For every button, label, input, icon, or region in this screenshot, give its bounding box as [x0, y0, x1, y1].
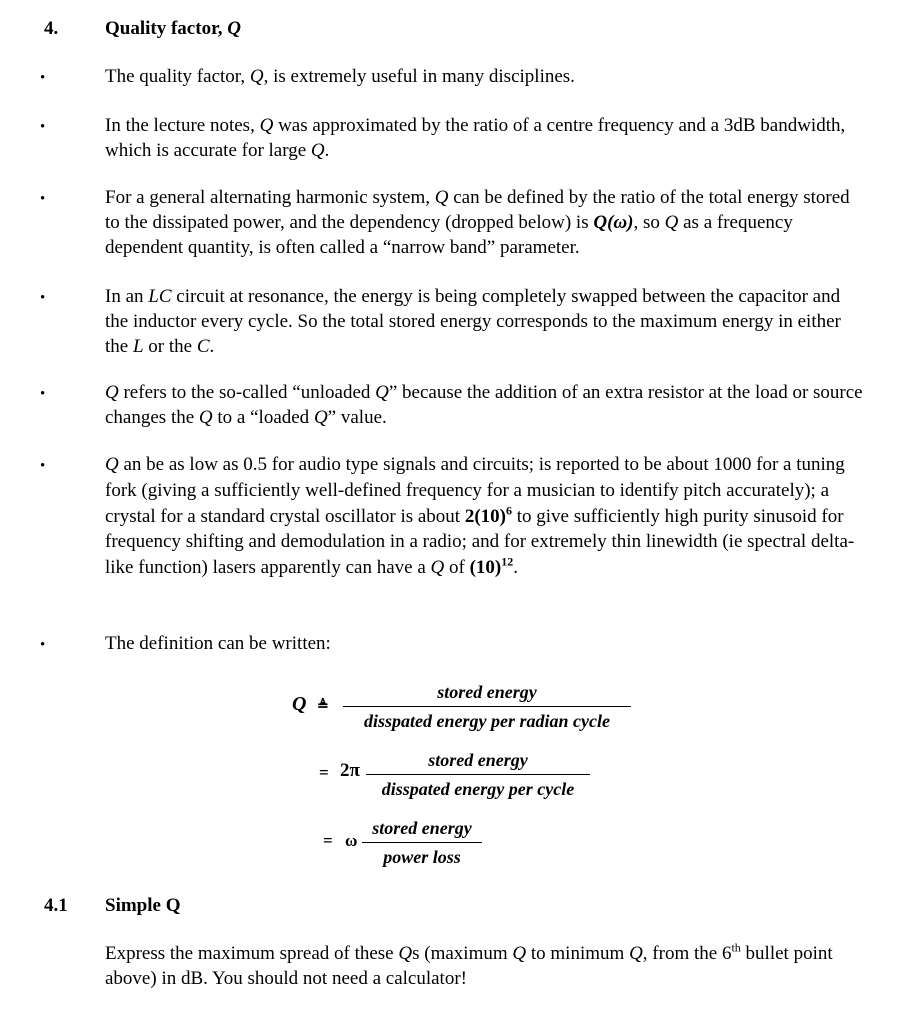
q-var: Q: [398, 943, 413, 964]
crystal-q-value: 2(10): [464, 505, 506, 527]
text-run: ” value.: [327, 407, 387, 428]
text-run: , from the 6: [642, 943, 732, 964]
bullet-marker: •: [40, 119, 46, 135]
fraction-denominator: disspated energy per radian cycle: [364, 711, 610, 731]
text-run: For a general alternating harmonic system,: [105, 187, 435, 208]
equation-fraction-2: [366, 748, 590, 802]
text-run: of: [444, 557, 470, 579]
text-run: , so: [633, 212, 665, 233]
defined-as-symbol: ≜: [317, 699, 329, 714]
bullet-marker: •: [40, 290, 46, 306]
equals-sign: =: [319, 763, 329, 782]
fraction-numerator: stored energy: [343, 680, 631, 707]
text-run: .: [513, 557, 518, 579]
equation-fraction-1: [343, 680, 631, 734]
q-var: Q: [313, 407, 328, 428]
q-var: Q: [198, 407, 213, 428]
bullet-marker: •: [40, 70, 46, 86]
bullet-3-text: [105, 185, 865, 260]
q-var: Q: [259, 115, 274, 136]
text-run: Express the maximum spread of these: [105, 943, 399, 964]
bullet-7-text: The definition can be written:: [105, 633, 331, 654]
equation-fraction-3: [362, 816, 482, 870]
question-text: [105, 941, 865, 991]
q-var: Q: [434, 187, 449, 208]
bullet-marker: •: [40, 386, 46, 402]
text-run: can be defined by the ratio of the total energy stored to the dissipated power, and the dependency (dropped below) is: [105, 187, 850, 233]
text-run: s (maximum: [412, 943, 513, 964]
text-run: refers to the so-called “unloaded: [118, 382, 376, 403]
ordinal-suffix: th: [731, 940, 741, 955]
q-var: Q: [430, 557, 445, 579]
q-var: Q: [375, 382, 389, 403]
section-title-var: Q: [227, 18, 241, 39]
section-title-text: Quality factor,: [105, 18, 228, 39]
laser-q-value: (10): [469, 557, 502, 579]
bullet-1-text: [105, 64, 865, 89]
q-var: Q: [105, 382, 119, 403]
text-run: circuit at resonance, the energy is being completely swapped between the capacitor and the inductor every cycle. So the total stored energy corresponds to the maximum energy in either the: [105, 286, 841, 357]
q-omega: Q(ω): [593, 212, 634, 233]
text-run: was approximated by the ratio of a centre frequency and a 3dB bandwidth, which is accurate for large: [105, 115, 846, 161]
text-run: , is extremely useful in many disciplines.: [263, 66, 575, 87]
l-var: L: [132, 336, 144, 357]
bullet-4-text: [105, 284, 865, 359]
c-var: C: [196, 336, 210, 357]
fraction-numerator: stored energy: [362, 816, 482, 843]
bullet-marker: •: [40, 458, 46, 474]
bullet-marker: •: [40, 191, 46, 207]
text-run: ” because the addition of an extra resistor at the load or source changes the: [105, 382, 863, 428]
text-run: an be as low as 0.5 for audio type signals and circuits; is reported to be about 1000 for a tuning fork (giving a sufficiently well-defined frequency for a musician to identify pitch accurately); a crystal for a standard crystal oscillator is about: [105, 454, 845, 527]
text-run: In the lecture notes,: [105, 115, 260, 136]
crystal-q-exponent: 6: [506, 503, 512, 518]
subsection-title: Simple Q: [105, 895, 181, 916]
equals-sign: =: [323, 831, 333, 850]
laser-q-exponent: 12: [501, 554, 514, 569]
fraction-numerator: stored energy: [366, 748, 590, 775]
section-number: 4.: [44, 18, 59, 39]
text-run: In an: [105, 286, 149, 307]
lc-var: LC: [148, 286, 172, 307]
omega-coefficient: ω: [345, 831, 358, 850]
equation-lhs: Q: [292, 693, 307, 715]
text-run: to minimum: [526, 943, 630, 964]
q-var: Q: [105, 454, 119, 475]
bullet-2-text: [105, 113, 865, 163]
bullet-marker: •: [40, 637, 46, 653]
text-run: The quality factor,: [105, 66, 250, 87]
text-run: to a “loaded: [212, 407, 314, 428]
subsection-number: 4.1: [44, 895, 68, 916]
section-title: [105, 16, 241, 41]
text-run: as a frequency dependent quantity, is often called a “narrow band” parameter.: [105, 212, 793, 258]
q-var: Q: [664, 212, 679, 233]
q-var: Q: [310, 140, 325, 161]
q-var: Q: [512, 943, 527, 964]
two-pi-coefficient: 2π: [340, 760, 360, 781]
q-var: Q: [249, 66, 264, 87]
text-run: .: [324, 140, 330, 161]
bullet-5-text: [105, 380, 865, 430]
q-var: Q: [629, 943, 643, 964]
bullet-6-text: [105, 452, 865, 581]
text-run: .: [209, 336, 215, 357]
text-run: bullet point above) in dB. You should not need a calculator!: [105, 943, 833, 989]
text-run: to give sufficiently high purity sinusoid for frequency shifting and demodulation in a radio; and for extremely thin linewidth (ie spectral delta-like function) lasers apparently can have a: [105, 505, 855, 579]
text-run: or the: [143, 336, 197, 357]
fraction-denominator: disspated energy per cycle: [381, 779, 575, 799]
fraction-denominator: power loss: [383, 847, 461, 867]
